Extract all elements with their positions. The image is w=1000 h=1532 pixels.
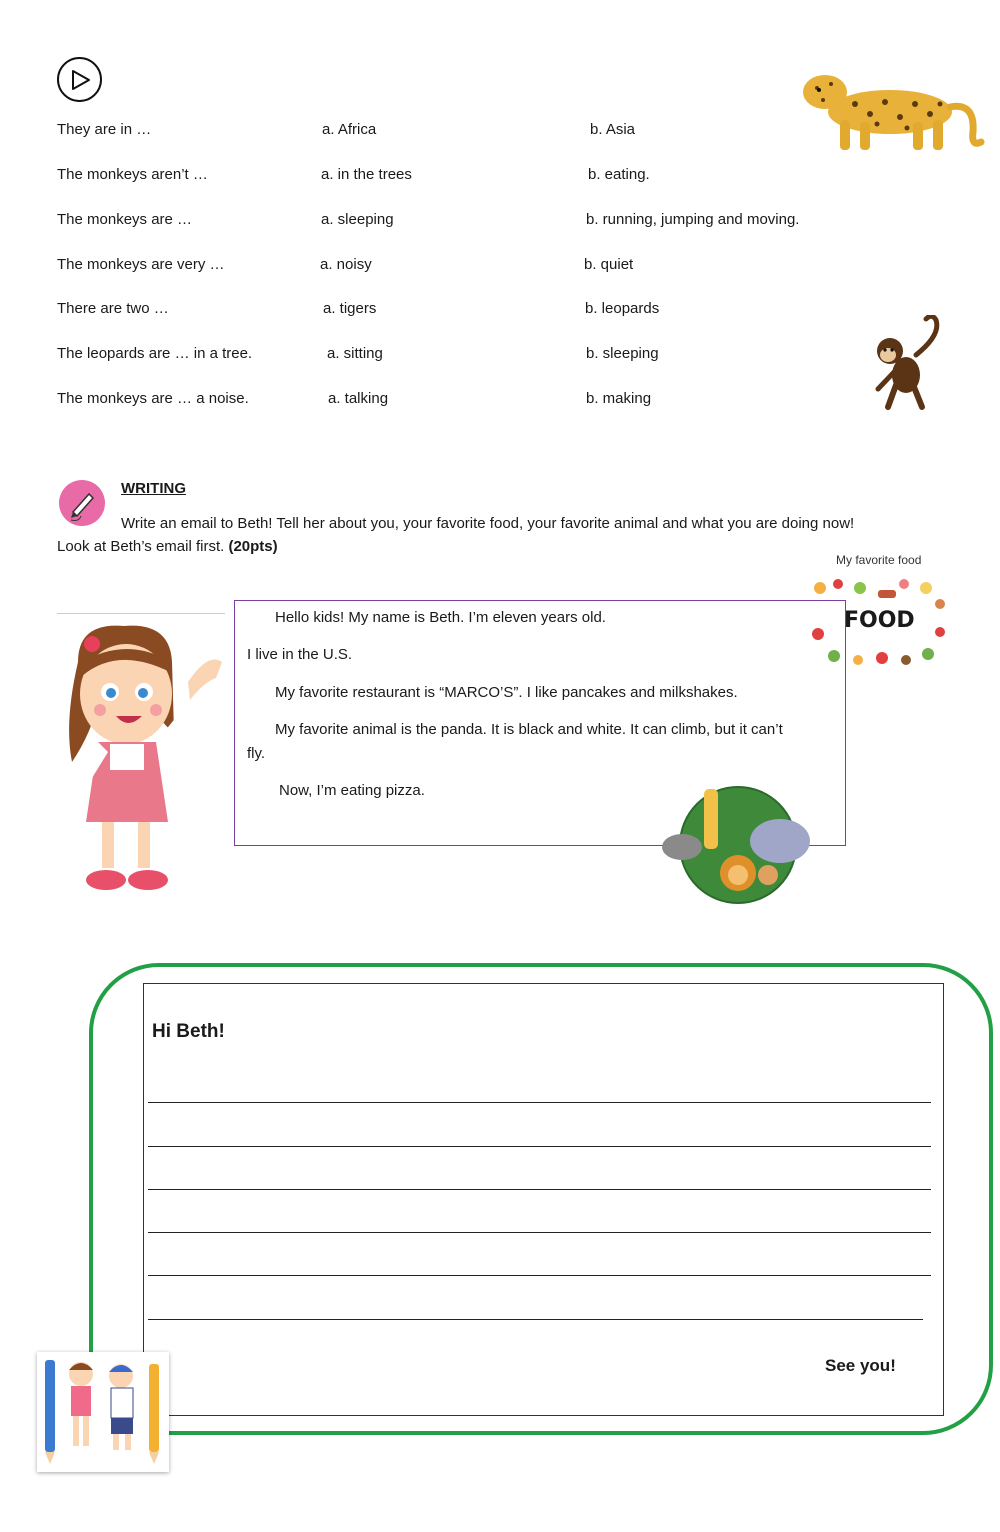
- option-b[interactable]: b. running, jumping and moving.: [586, 211, 800, 228]
- option-b[interactable]: b. Asia: [590, 121, 636, 138]
- option-b[interactable]: b. making: [586, 390, 652, 407]
- option-b[interactable]: b. sleeping: [586, 345, 659, 362]
- kids-pencils-image: [37, 1352, 169, 1472]
- writing-line[interactable]: [148, 1102, 931, 1103]
- option-b[interactable]: b. leopards: [585, 300, 660, 317]
- option-b[interactable]: b. eating.: [588, 166, 650, 183]
- email-line-4: My favorite animal is the panda. It is black and white. It can climb, but it can’t: [275, 721, 783, 738]
- reply-closing: See you!: [825, 1356, 896, 1375]
- food-caption: My favorite food: [836, 553, 922, 567]
- option-a[interactable]: a. tigers: [323, 300, 377, 317]
- writing-instruction-2: [57, 535, 278, 558]
- writing-line[interactable]: [148, 1275, 931, 1276]
- beth-character-image: [58, 622, 228, 900]
- writing-line[interactable]: [148, 1146, 931, 1147]
- reply-greeting: Hi Beth!: [152, 1021, 225, 1042]
- email-line-2: I live in the U.S.: [247, 646, 353, 663]
- option-a[interactable]: a. sleeping: [321, 211, 394, 228]
- option-a[interactable]: a. Africa: [322, 121, 377, 138]
- monkey-image: [866, 315, 946, 411]
- play-audio-button[interactable]: [57, 57, 102, 102]
- points-label: (20pts): [228, 538, 278, 555]
- email-line-4b: fly.: [247, 745, 266, 762]
- question-stem: They are in …: [57, 121, 152, 138]
- email-line-1: Hello kids! My name is Beth. I’m eleven years old.: [275, 609, 606, 626]
- reply-box[interactable]: [143, 983, 944, 1416]
- play-icon: [71, 69, 91, 91]
- question-stem: The monkeys are … a noise.: [57, 390, 249, 407]
- writing-line[interactable]: [148, 1319, 923, 1320]
- question-stem: The monkeys are …: [57, 211, 193, 228]
- food-word: FOOD: [844, 608, 915, 633]
- writing-line[interactable]: [148, 1189, 931, 1190]
- leopard-image: [795, 62, 985, 154]
- option-a[interactable]: a. noisy: [320, 256, 372, 273]
- option-a[interactable]: a. talking: [328, 390, 389, 407]
- divider: [57, 613, 225, 614]
- pencil-icon: [59, 480, 105, 526]
- question-stem: There are two …: [57, 300, 169, 317]
- option-a[interactable]: a. sitting: [327, 345, 383, 362]
- writing-title: WRITING: [121, 480, 186, 497]
- option-a[interactable]: a. in the trees: [321, 166, 412, 183]
- writing-line[interactable]: [148, 1232, 931, 1233]
- option-b[interactable]: b. quiet: [584, 256, 634, 273]
- question-stem: The monkeys are very …: [57, 256, 225, 273]
- question-stem: The monkeys aren’t …: [57, 166, 208, 183]
- question-stem: The leopards are … in a tree.: [57, 345, 253, 362]
- instruction-text: Look at Beth’s email first.: [57, 538, 229, 555]
- email-line-5: Now, I’m eating pizza.: [279, 782, 425, 799]
- email-line-3: My favorite restaurant is “MARCO’S”. I like pancakes and milkshakes.: [275, 684, 738, 701]
- writing-instruction: Write an email to Beth! Tell her about you, your favorite food, your favorite animal and what you are doing now!: [121, 515, 855, 532]
- zoo-animals-image: [660, 783, 815, 908]
